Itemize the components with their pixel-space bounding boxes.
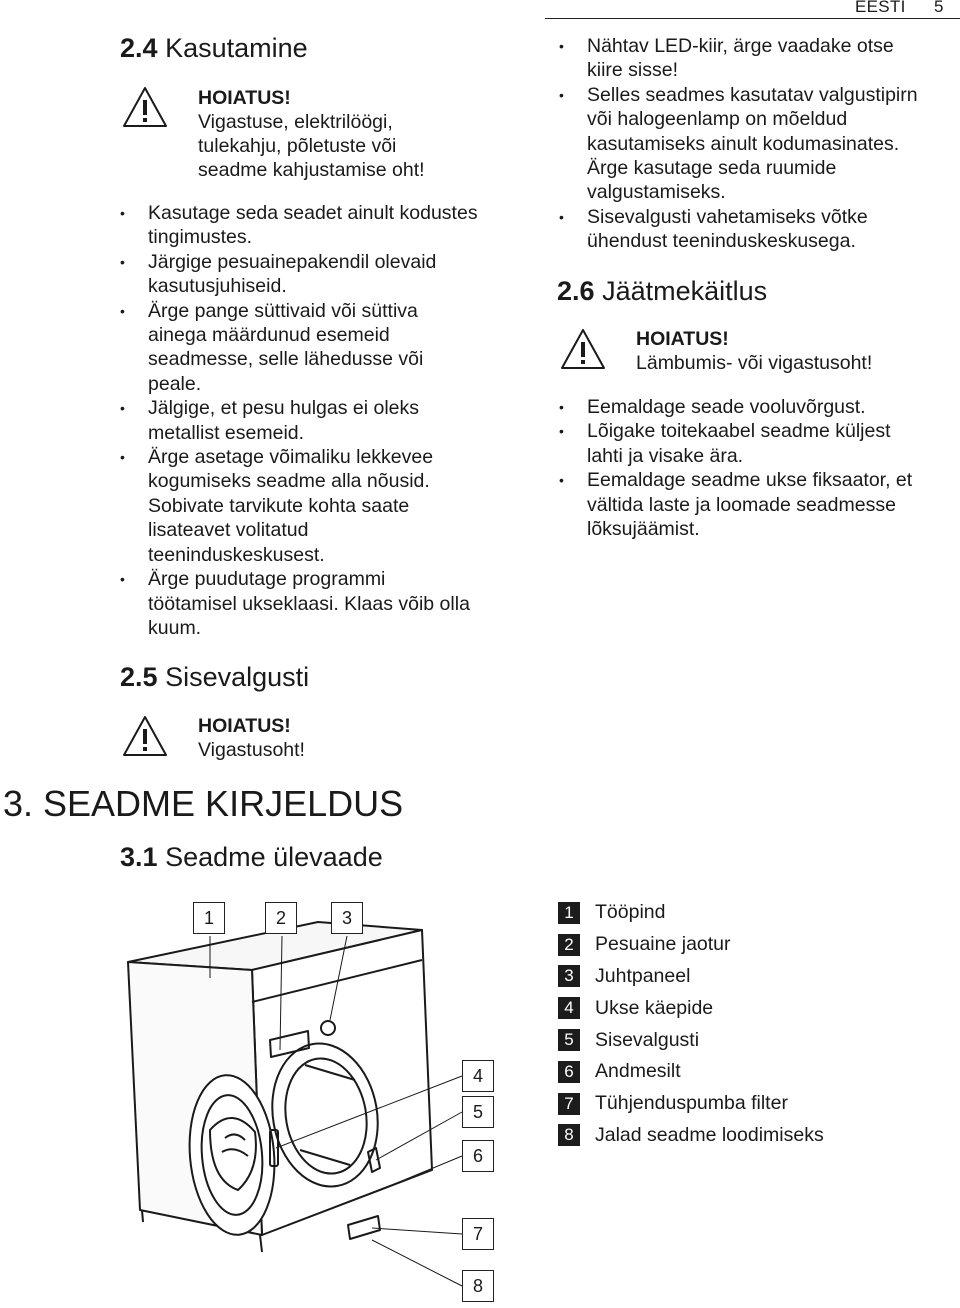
legend-label: Pesuaine jaotur [595,933,731,956]
legend-row [558,929,824,961]
warning-title: HOIATUS! [636,328,729,350]
warning-line: tulekahju, põletuste või [198,135,397,157]
list-item: • Jälgige, et pesu hulgas ei oleks metallist esemeid. [120,396,540,445]
header-rule [545,18,960,19]
section-2-6-heading: 2.6 Jäätmekäitlus [557,276,768,306]
warning-line: Vigastusoht! [198,739,305,761]
legend-row [558,1056,824,1088]
list-item: • Lõigake toitekaabel seadme küljest lahti ja visake ära. [559,419,959,468]
list-item: • Ärge asetage võimaliku lekkevee kogumiseks seadme alla nõusid. [120,445,540,494]
section-2-5-heading: 2.5 Sisevalgusti [120,662,310,692]
bullet-list-2-5 [559,34,959,254]
header-language: EESTI [855,0,906,16]
callout-1: 1 [193,902,225,934]
legend-number: 1 [558,902,580,924]
page-number: 5 [934,0,944,16]
legend-row [558,961,824,993]
legend-label: Tööpind [595,901,666,924]
list-item: • Eemaldage seadme ukse fiksaator, et vältida laste ja loomade seadmesse lõksujäämist. [559,468,959,541]
legend-label: Sisevalgusti [595,1028,700,1051]
legend-row [558,1088,824,1120]
legend-number: 6 [558,1061,580,1083]
warning-2-6 [636,327,872,375]
list-item: • Sisevalgusti vahetamiseks võtke ühendust teeninduskeskusega. [559,205,959,254]
callout-6: 6 [462,1140,494,1172]
callout-8: 8 [462,1270,494,1302]
chapter-3-heading: 3. SEADME KIRJELDUS [3,783,404,824]
warning-icon [122,715,168,757]
legend-number: 8 [558,1124,580,1146]
legend-number: 5 [558,1029,580,1051]
callout-7: 7 [462,1218,494,1250]
warning-title: HOIATUS! [198,715,291,737]
legend-row [558,897,824,929]
legend-row [558,992,824,1024]
legend-number: 2 [558,934,580,956]
legend-number: 3 [558,965,580,987]
legend-label: Juhtpaneel [595,964,691,987]
list-item: • Kasutage seda seadet ainult kodustes tingimustes. [120,201,540,250]
warning-icon [560,328,606,370]
section-2-4-heading: 2.4 Kasutamine [120,33,308,63]
callout-2: 2 [265,902,297,934]
legend-number: 4 [558,997,580,1019]
callout-3: 3 [331,902,363,934]
warning-line: Vigastuse, elektrilöögi, [198,111,393,133]
list-item: • Ärge pange süttivaid või süttiva ainega määrdunud esemeid seadmesse, selle lähedusse või peale. [120,299,540,397]
list-item: • Nähtav LED-kiir, ärge vaadake otse kiire sisse! [559,34,959,83]
legend-label: Jalad seadme loodimiseks [595,1123,824,1146]
parts-legend [558,897,824,1151]
legend-row [558,1120,824,1152]
warning-2-5 [198,714,305,762]
list-item: • Ärge puudutage programmi töötamisel ukseklaasi. Klaas võib olla kuum. [120,567,540,640]
bullet-list-2-6 [559,395,959,541]
warning-line: seadme kahjustamise oht! [198,159,425,181]
callout-4: 4 [462,1060,494,1092]
callout-5: 5 [462,1096,494,1128]
list-item: • Selles seadmes kasutatav valgustipirn või halogeenlamp on mõeldud kasutamiseks ainult kodumasinates. Ärge kasutage seda ruumide valgustamiseks. [559,83,959,205]
legend-label: Andmesilt [595,1060,681,1083]
warning-title: HOIATUS! [198,87,291,109]
warning-line: Lämbumis- või vigastusoht! [636,352,873,374]
bullet-list-2-4 [120,201,540,640]
list-item: • Eemaldage seade vooluvõrgust. [559,395,959,419]
warning-2-4 [198,86,425,182]
paragraph: Sobivate tarvikute kohta saate lisateavet volitatud teeninduskeskusest. [148,494,410,566]
legend-number: 7 [558,1093,580,1115]
warning-icon [122,86,168,128]
legend-label: Ukse käepide [595,996,714,1019]
legend-row [558,1024,824,1056]
list-item: • Järgige pesuainepakendil olevaid kasutusjuhiseid. [120,250,540,299]
legend-label: Tühjenduspumba filter [595,1092,788,1115]
section-3-1-heading: 3.1 Seadme ülevaade [120,842,383,872]
